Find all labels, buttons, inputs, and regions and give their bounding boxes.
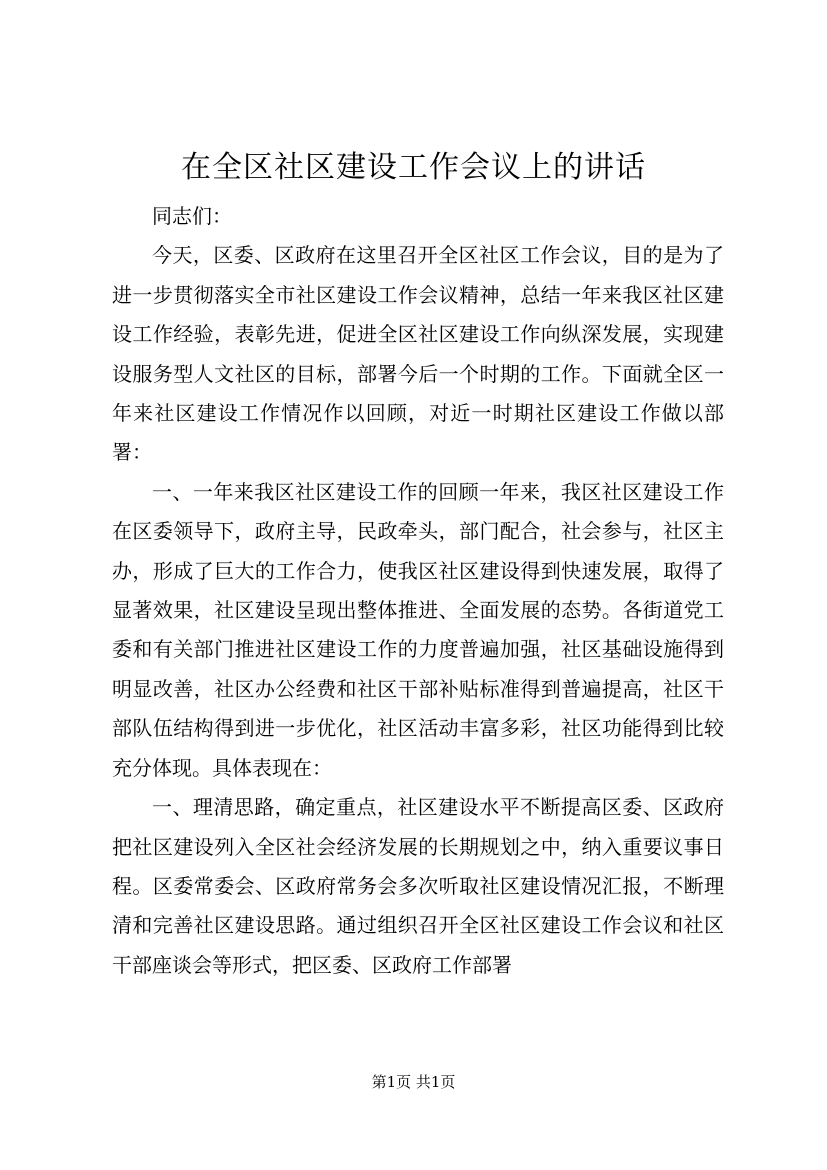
paragraph-1: 今天，区委、区政府在这里召开全区社区工作会议，目的是为了进一步贯彻落实全市社区建设工作会议精神，总结一年来我区社区建设工作经验，表彰先进，促进全区社区建设工作向纵深发展，实现建设服务型人文社区的目标，部署今后一个时期的工作。下面就全区一年来社区建设工作情况作以回顾，对近一时期社区建设工作做以部署：: [112, 243, 724, 465]
paragraph-3: 一、理清思路，确定重点，社区建设水平不断提高区委、区政府把社区建设列入全区社会经济发展的长期规划之中，纳入重要议事日程。区委常委会、区政府常务会多次听取社区建设情况汇报，不断理清和完善社区建设思路。通过组织召开全区社区建设工作会议和社区干部座谈会等形式，把区委、区政府工作部署: [112, 795, 724, 977]
salutation: 同志们：: [152, 204, 232, 228]
page-footer: 第1页 共1页: [371, 1073, 456, 1091]
document-title: 在全区社区建设工作会议上的讲话: [181, 150, 646, 185]
paragraph-2: 一、一年来我区社区建设工作的回顾一年来，我区社区建设工作在区委领导下，政府主导，民政牵头，部门配合，社会参与，社区主办，形成了巨大的工作合力，使我区社区建设得到快速发展，取得了显著效果，社区建设呈现出整体推进、全面发展的态势。各街道党工委和有关部门推进社区建设工作的力度普遍加强，社区基础设施得到明显改善，社区办公经费和社区干部补贴标准得到普遍提高，社区干部队伍结构得到进一步优化，社区活动丰富多彩，社区功能得到比较充分体现。具体表现在：: [112, 479, 724, 780]
document-body: [112, 197, 724, 985]
